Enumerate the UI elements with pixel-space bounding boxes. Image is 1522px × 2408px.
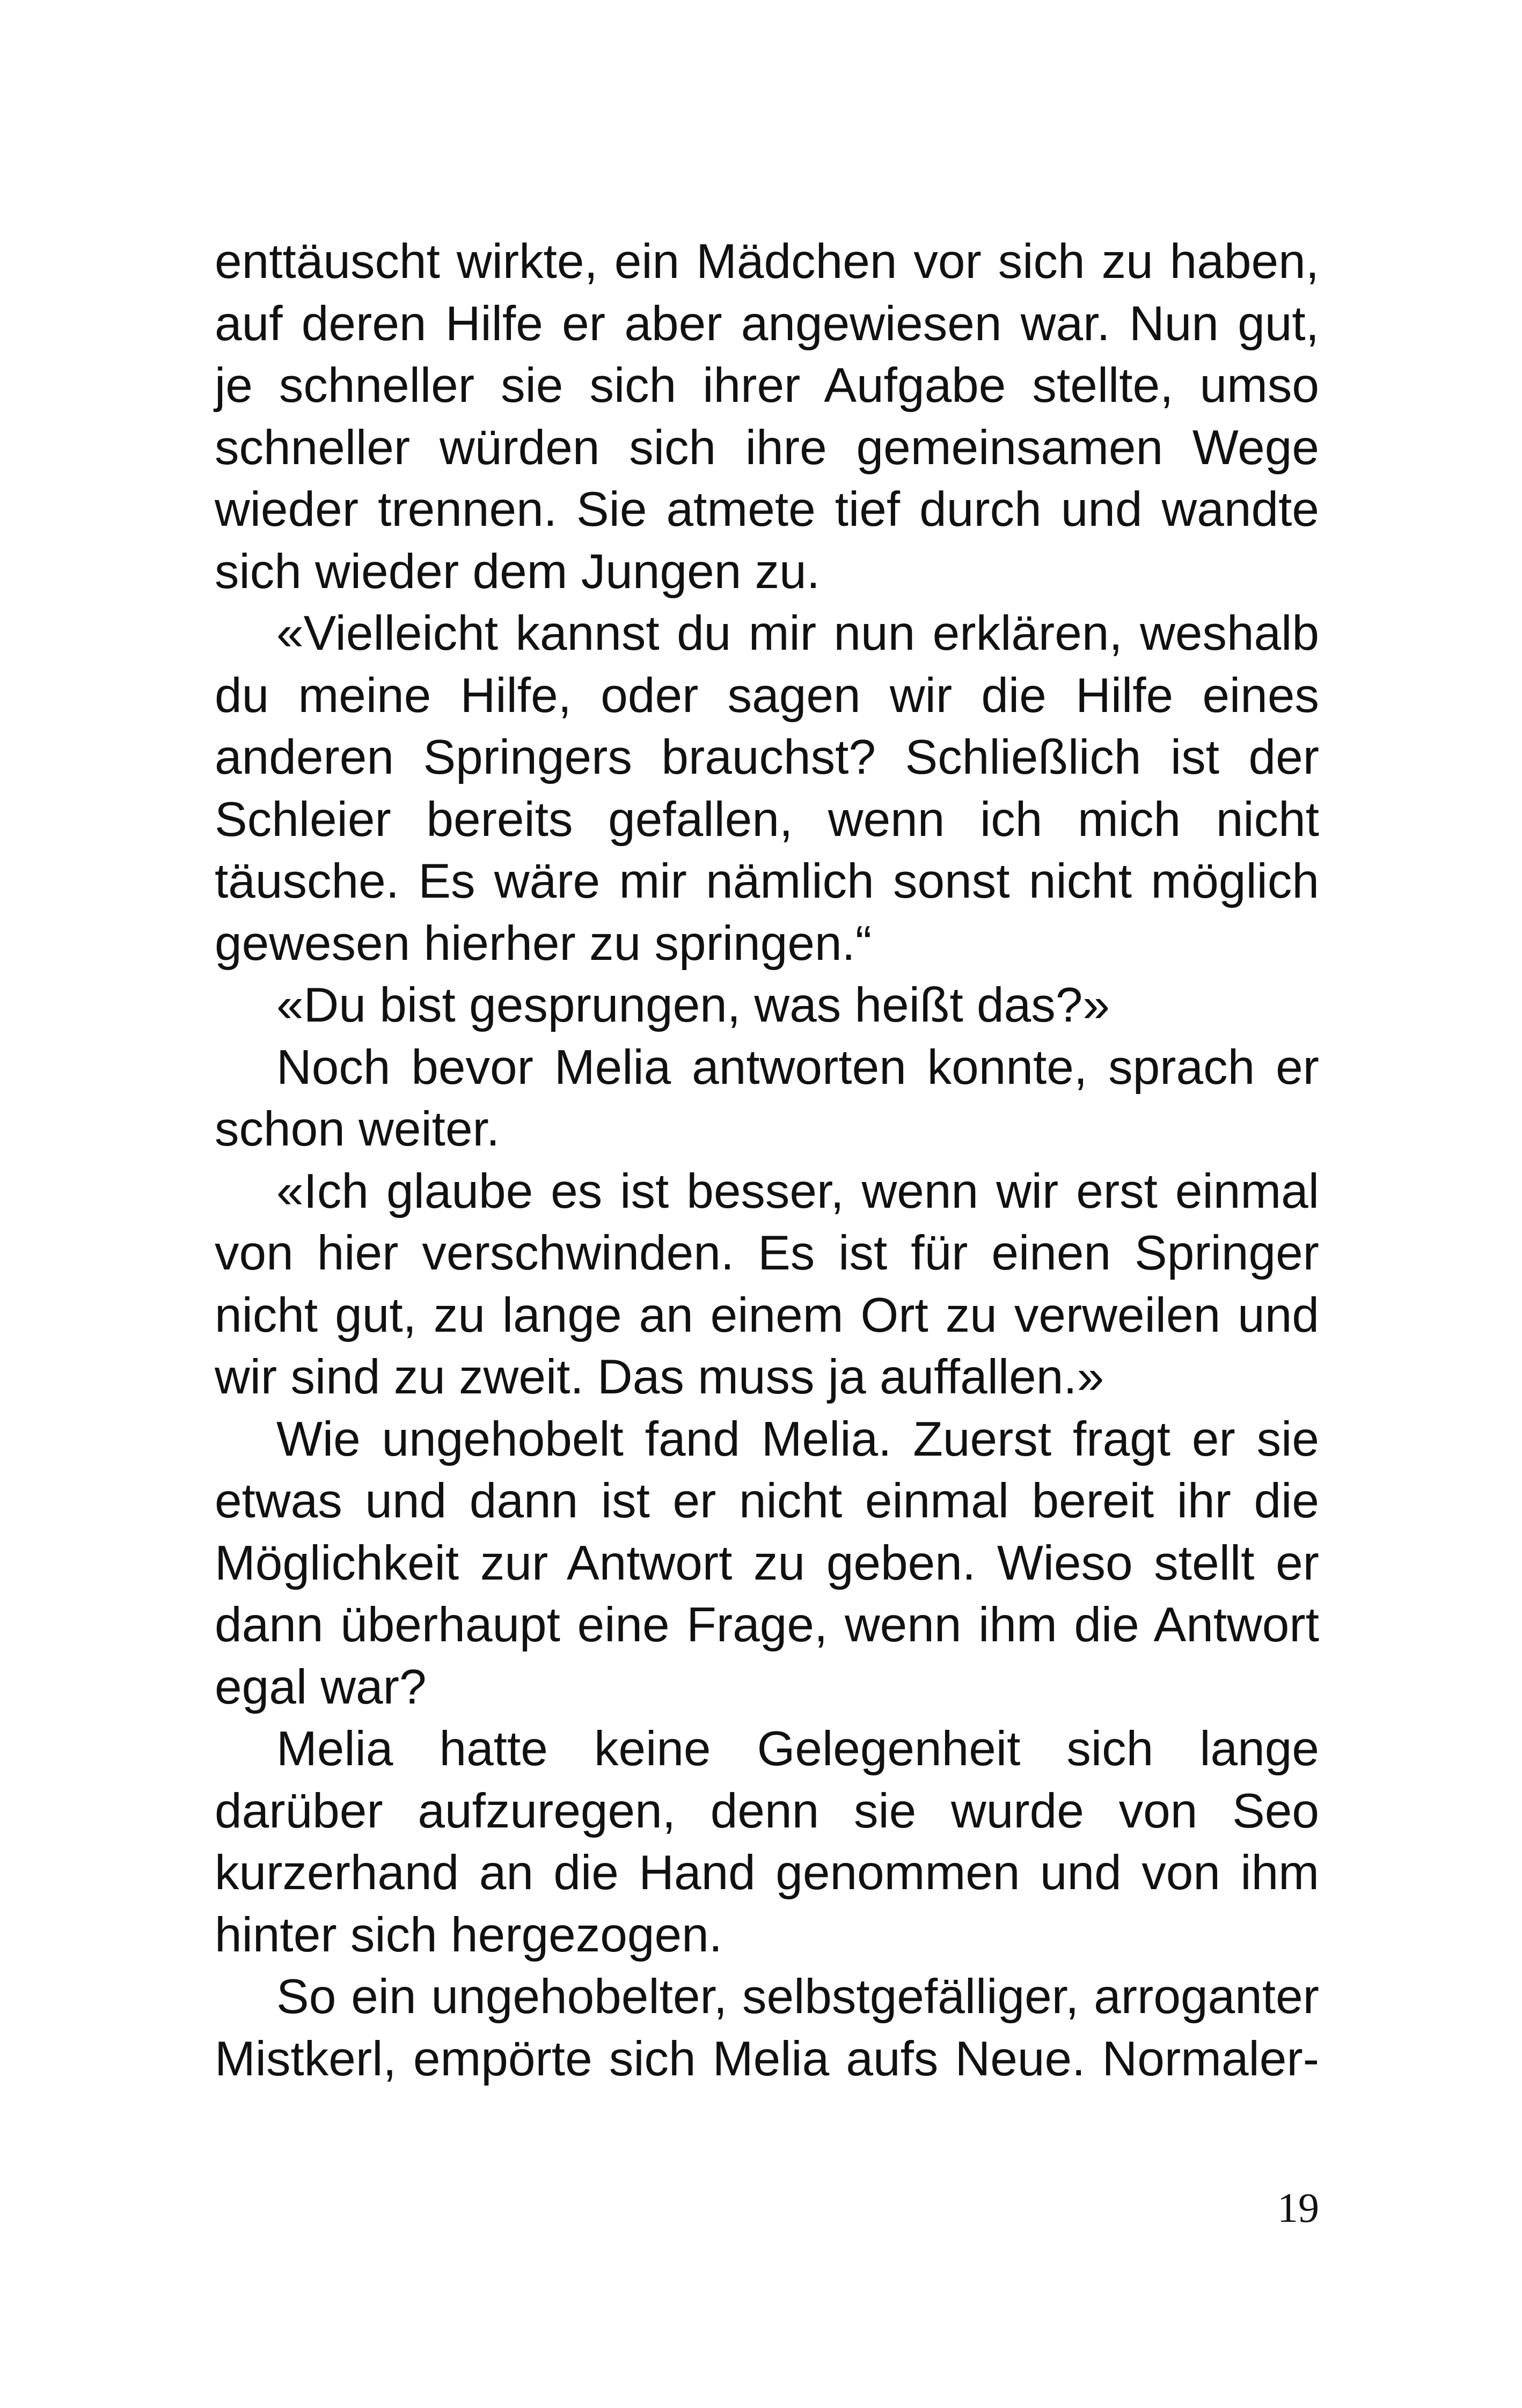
paragraph-4: Noch bevor Melia antworten konnte, sprach er schon weiter. (215, 1040, 1319, 1156)
paragraph-6: Wie ungehobelt fand Melia. Zuerst fragt er sie etwas und dann ist er nicht einmal bereit ihr die Möglichkeit zur Antwort zu geben. Wieso stellt er dann überhaupt eine Frage, wenn ihm die Antwort egal war? (215, 1412, 1319, 1714)
page-number: 19 (1277, 2184, 1319, 2231)
paragraph-8: So ein ungehobelter, selbstgefälliger, arroganter Mistkerl, empörte sich Melia aufs Neue. Normaler- (215, 1970, 1319, 2086)
paragraph-5: «Ich glaube es ist besser, wenn wir erst einmal von hier verschwinden. Es ist für einen Springer nicht gut, zu lange an einem Ort zu verweilen und wir sind zu zweit. Das muss ja auffallen.» (215, 1164, 1319, 1404)
paragraph-7: Melia hatte keine Gelegenheit sich lange darüber aufzuregen, denn sie wurde von Seo kurzerhand an die Hand genommen und von ihm hinter sich hergezogen. (215, 1722, 1319, 1962)
paragraph-1: enttäuscht wirkte, ein Mädchen vor sich zu haben, auf deren Hilfe er aber angewiesen war. Nun gut, je schneller sie sich ihrer Aufgabe stellte, umso schneller würden sich ihre gemeinsamen Wege wieder trennen. Sie atmete tief durch und wandte sich wieder dem Jungen zu. (215, 234, 1319, 599)
body-text (215, 231, 1319, 2090)
paragraph-3: «Du bist gesprungen, was heißt das?» (276, 978, 1110, 1032)
paragraph-2: «Vielleicht kannst du mir nun erklären, weshalb du meine Hilfe, oder sagen wir die Hilfe eines anderen Springers brauchst? Schließlich ist der Schleier bereits gefallen, wenn ich mich nicht täusche. Es wäre mir nämlich sonst nicht möglich gewesen hierher zu springen.“ (215, 606, 1319, 971)
